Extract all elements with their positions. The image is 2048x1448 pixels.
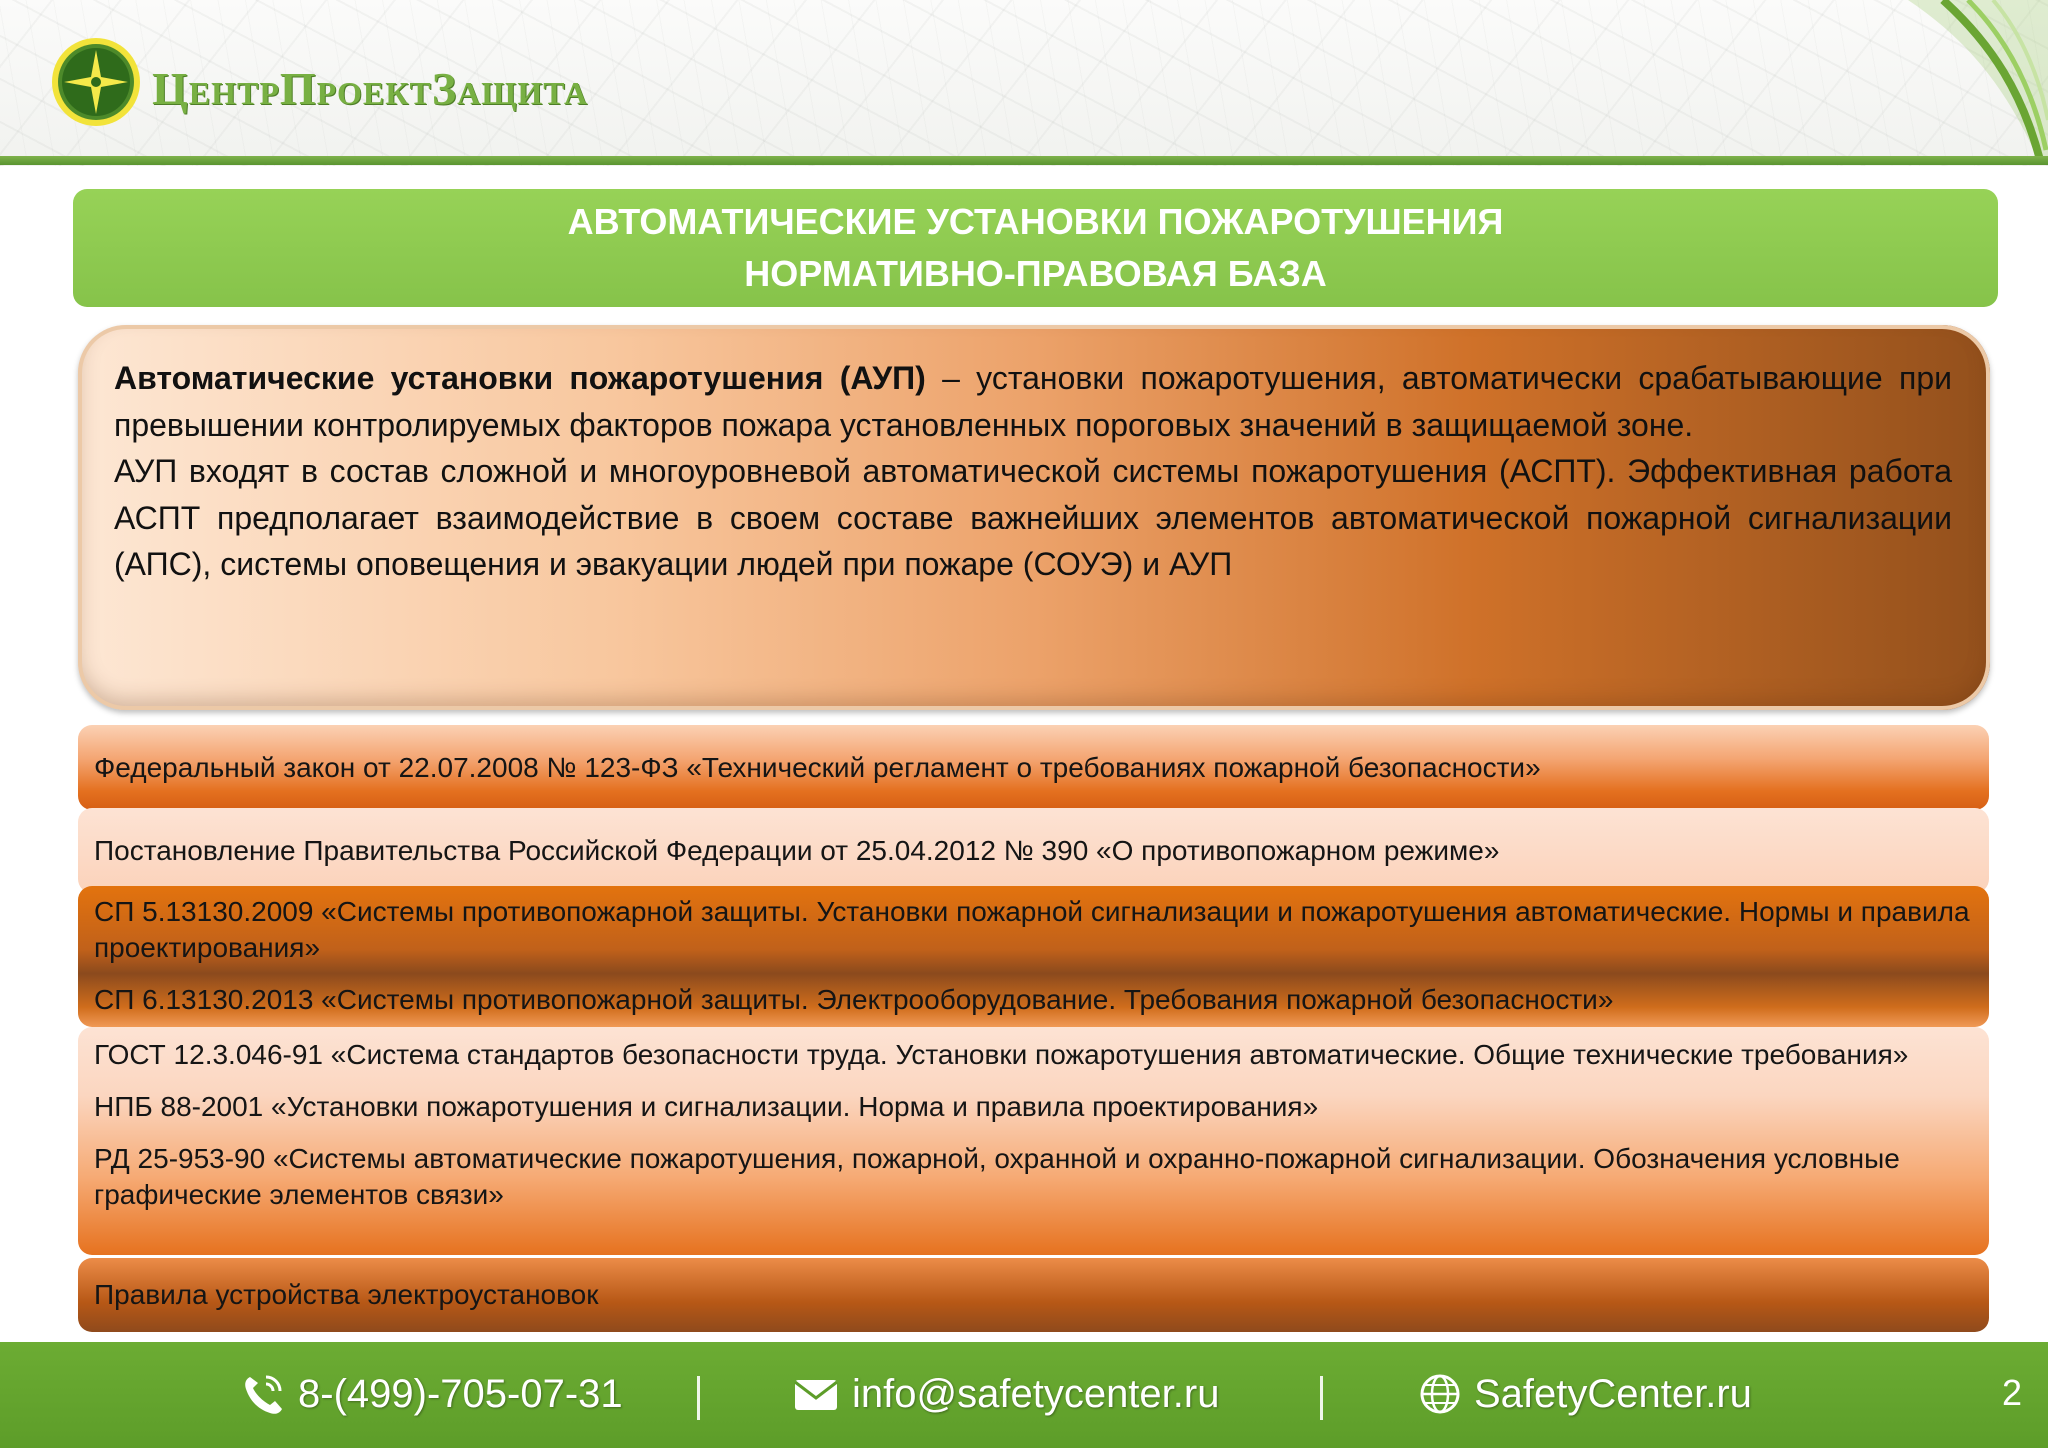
footer-email[interactable] [792, 1368, 1219, 1420]
title-banner [73, 189, 1998, 307]
globe-icon [1418, 1372, 1462, 1416]
footer [0, 1342, 2048, 1448]
footer-phone[interactable] [240, 1368, 623, 1420]
norm-gost-text: ГОСТ 12.3.046-91 «Система стандартов безопасности труда. Установки пожаротушения автоматические. Общие технические требования» [94, 1039, 1909, 1070]
footer-separator [1320, 1376, 1323, 1420]
header-divider [0, 156, 2048, 165]
norm-government-decree [78, 808, 1989, 893]
definition-text-1: – установки пожаротушения, автоматически срабатывающие при превышении контролируемых факторов пожара установленных пороговых значений в защищаемой зоне. [114, 360, 1952, 443]
logo-emblem-icon [50, 36, 142, 128]
norm-government-decree-text: Постановление Правительства Российской Федерации от 25.04.2012 № 390 «О противопожарном режиме» [94, 834, 1500, 866]
footer-email-text: info@safetycenter.ru [852, 1372, 1220, 1416]
norm-electrical-rules-text: Правила устройства электроустановок [94, 1279, 599, 1310]
page-number: 2 [2001, 1372, 2022, 1413]
norm-npb-text: НПБ 88-2001 «Установки пожаротушения и сигнализации. Норма и правила проектирования» [94, 1091, 1319, 1122]
logo-text: ЦентрПроектЗащита [152, 63, 589, 114]
norm-federal-law-text: Федеральный закон от 22.07.2008 № 123-ФЗ «Технический регламент о требованиях пожарной безопасности» [94, 751, 1541, 783]
title-line-2: НОРМАТИВНО-ПРАВОВАЯ БАЗА [744, 253, 1327, 294]
footer-website[interactable] [1418, 1368, 1752, 1420]
envelope-icon [792, 1374, 840, 1414]
norm-federal-law [78, 725, 1989, 810]
title-line-1: АВТОМАТИЧЕСКИЕ УСТАНОВКИ ПОЖАРОТУШЕНИЯ [567, 201, 1504, 242]
definition-box [78, 325, 1990, 710]
definition-term: Автоматические установки пожаротушения (АУП) [114, 360, 926, 396]
decorative-swoosh [1888, 0, 2048, 160]
norm-electrical-rules [78, 1258, 1989, 1332]
footer-website-text: SafetyCenter.ru [1474, 1372, 1752, 1416]
norm-sp-group [78, 886, 1989, 1027]
phone-icon [240, 1371, 286, 1417]
norm-standards-group [78, 1027, 1989, 1255]
footer-phone-text: 8-(499)-705-07-31 [298, 1372, 623, 1416]
footer-separator [697, 1376, 700, 1420]
definition-paragraph-2: АУП входят в состав сложной и многоуровневой автоматической системы пожаротушения (АСПТ). Эффективная работа АСПТ предполагает взаимодействие в своем составе важнейших элементов автоматической пожарной сигнализации (АПС), системы оповещения и эвакуации людей при пожаре (СОУЭ) и АУП [114, 453, 1952, 582]
norm-sp5-text: СП 5.13130.2009 «Системы противопожарной защиты. Установки пожарной сигнализации и пожаротушения автоматические. Нормы и правила проектирования» [94, 896, 1970, 963]
norm-rd-text: РД 25-953-90 «Системы автоматические пожаротушения, пожарной, охранной и охранно-пожарной сигнализации. Обозначения условные графические элементов связи» [94, 1143, 1900, 1210]
norm-sp6-text: СП 6.13130.2013 «Системы противопожарной защиты. Электрооборудование. Требования пожарной безопасности» [94, 984, 1614, 1015]
definition-paragraph-1 [114, 355, 1952, 448]
header [0, 0, 2048, 166]
